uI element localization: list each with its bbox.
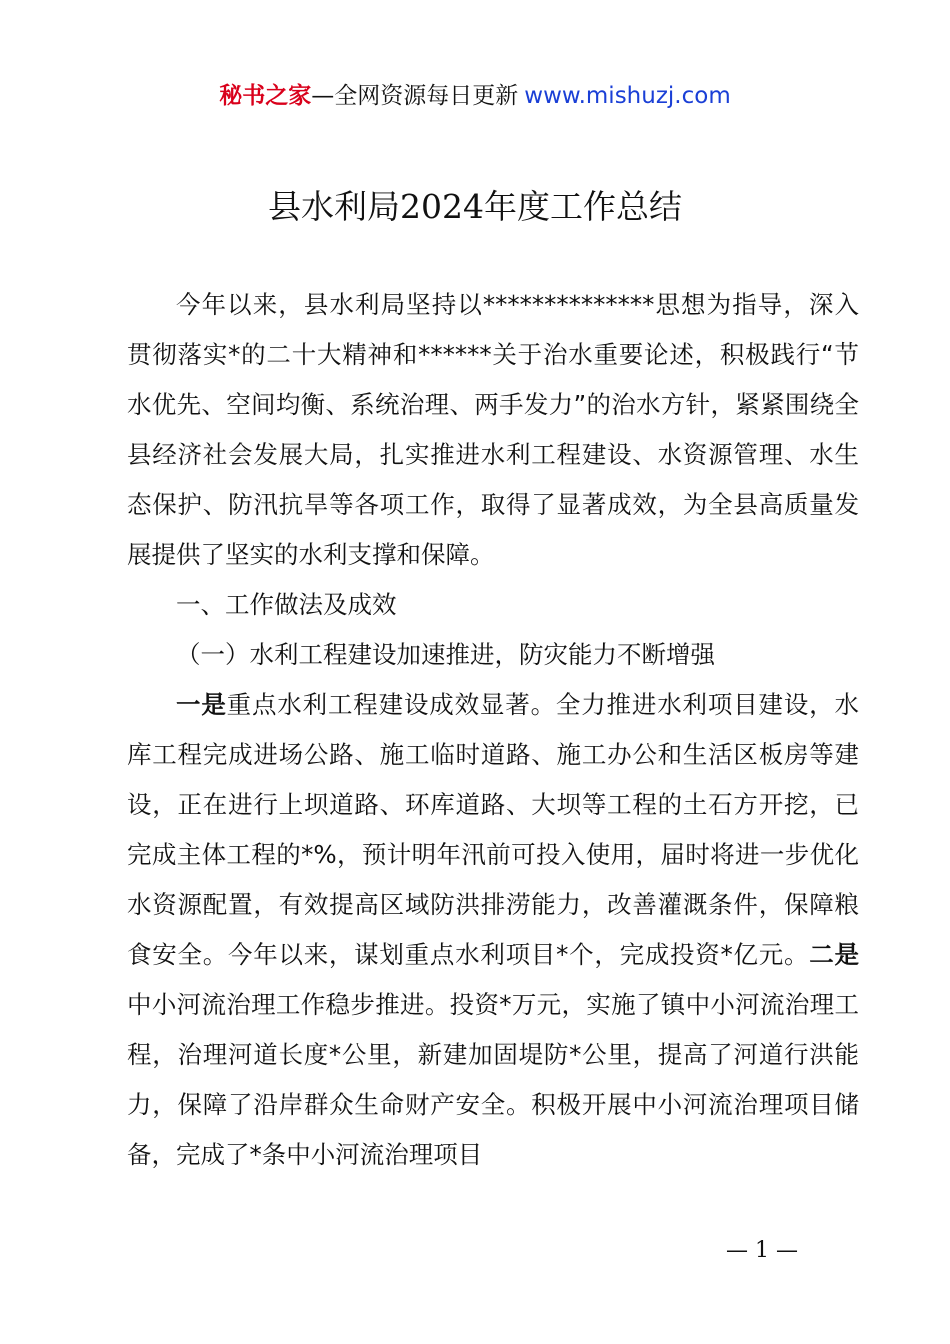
brand-name: 秘书之家 [219,83,312,109]
point-one-lead: 一是 [176,690,227,719]
section-heading: 一、工作做法及成效 [176,590,397,619]
document-title: 县水利局2024年度工作总结 [268,187,682,226]
intro-paragraph: 今年以来，县水利局坚持以**************思想为指导，深入贯彻落实*的二十大精神和******关于治水重要论述，积极践行“节水优先、空间均衡、系统治理、两手发力”的治水方针，紧紧围绕全县经济社会发展大局，扎实推进水利工程建设、水资源管理、水生态保护、防汛抗旱等各项工作，取得了显著成效，为全县高质量发展提供了坚实的水利支撑和保障。 [127,290,859,569]
body-paragraph [127,680,859,1180]
page-number: — 1 — [726,1238,798,1263]
point-two-text: 中小河流治理工作稳步推进。投资*万元，实施了镇中小河流治理工程，治理河道长度*公里，新建加固堤防*公里，提高了河道行洪能力，保障了沿岸群众生命财产安全。积极开展中小河流治理项目储备，完成了*条中小河流治理项目 [127,990,859,1169]
site-url-link[interactable]: www.mishuzj.com [524,83,731,109]
site-banner [0,80,950,112]
subsection-heading: （一）水利工程建设加速推进，防灾能力不断增强 [176,640,715,669]
point-one-text: 重点水利工程建设成效显著。全力推进水利项目建设，水库工程完成进场公路、施工临时道路、施工办公和生活区板房等建设，正在进行上坝道路、环库道路、大坝等工程的土石方开挖，已完成主体工程的*%，预计明年汛前可投入使用，届时将进一步优化水资源配置，有效提高区域防洪排涝能力，改善灌溉条件，保障粮食安全。今年以来，谋划重点水利项目*个，完成投资*亿元。 [127,690,859,969]
banner-tagline: —全网资源每日更新 [311,83,519,109]
point-two-lead: 二是 [809,940,860,969]
document-body [127,280,859,1180]
